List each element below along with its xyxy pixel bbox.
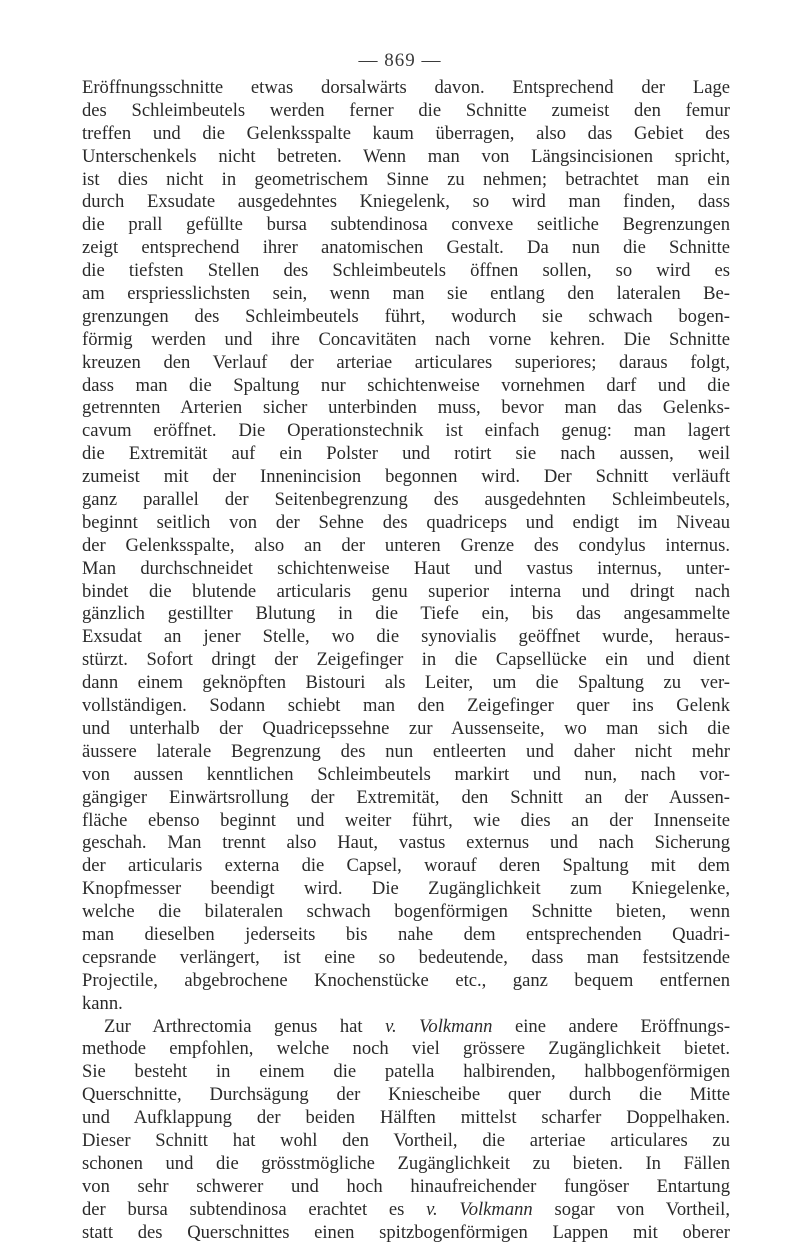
text-line: kann. [82,992,123,1014]
paragraph-2-line-9-start: der bursa subtendinosa erachtet es [82,1198,427,1220]
text-line: Querschnitte, Durchsägung der Kniescheibe quer durch die Mitte [82,1084,730,1106]
text-line: getrennten Arterien sicher unterbinden muss, bevor man das Gelenks- [82,397,730,419]
text-line: und Aufklappung der beiden Hälften mittelst scharfer Doppelhaken. [82,1107,730,1129]
text-line: methode empfohlen, welche noch viel grössere Zugänglichkeit bietet. [82,1038,730,1060]
text-line: bindet die blutende articularis genu superior interna und dringt nach [82,580,730,602]
text-line: äussere laterale Begrenzung des nun entleerten und daher nicht mehr [82,740,730,762]
text-line: stürzt. Sofort dringt der Zeigefinger in die Capsellücke ein und dient [82,649,730,671]
text-line: am erspriesslichsten sein, wenn man sie entlang den lateralen Be- [82,283,730,305]
text-line: von sehr schwerer und hoch hinaufreichender fungöser Entartung [82,1175,730,1197]
author-name: v. Volkmann [385,1015,493,1037]
text-line: förmig werden und ihre Concavitäten nach vorne kehren. Die Schnitte [82,328,730,350]
page-number: — 869 — [358,50,442,71]
paragraph-2-lines [82,1038,730,1198]
text-line: durch Exsudate ausgedehntes Kniegelenk, so wird man finden, dass [82,191,730,213]
text-line: des Schleimbeutels werden ferner die Schnitte zumeist den femur [82,99,730,121]
text-line: schonen und die grösstmögliche Zugänglichkeit zu bieten. In Fällen [82,1152,730,1174]
text-line: Projectile, abgebrochene Knochenstücke etc., ganz bequem entfernen [82,969,730,991]
text-line: zumeist mit der Innenincision begonnen wird. Der Schnitt verläuft [82,466,730,488]
text-line: treffen und die Gelenksspalte kaum überragen, also das Gebiet des [82,122,730,144]
text-line: Eröffnungsschnitte etwas dorsalwärts davon. Entsprechend der Lage [82,77,730,98]
text-line: man dieselben jederseits bis nahe dem entsprechenden Quadri- [82,923,730,945]
text-line: der articularis externa die Capsel, worauf deren Spaltung mit dem [82,855,730,877]
text-line: grenzungen des Schleimbeutels führt, wodurch sie schwach bogen- [82,305,730,327]
text-line: Unterschenkels nicht betreten. Wenn man von Längsincisionen spricht, [82,145,730,167]
text-line: Exsudat an jener Stelle, wo die synovialis geöffnet wurde, heraus- [82,626,730,648]
paragraph-2-line-1-rest: eine andere Eröffnungs- [492,1015,731,1037]
text-line: Sie besteht in einem die patella halbirenden, halbbogenförmigen [82,1061,730,1083]
text-line: vollständigen. Sodann schiebt man den Zeigefinger quer ins Gelenk [82,695,730,717]
text-line: der Gelenksspalte, also an der unteren Grenze des condylus internus. [82,534,730,556]
paragraph-2-line-1 [82,1016,730,1039]
text-line: beginnt seitlich von der Sehne des quadriceps und endigt im Niveau [82,511,730,533]
paragraph-1 [82,77,730,1016]
paragraph-2-lead: Zur Arthrectomia genus hat [104,1015,386,1037]
paragraph-2-line-9-rest: sogar von Vortheil, [532,1198,730,1220]
text-line: zeigt entsprechend ihrer anatomischen Gestalt. Da nun die Schnitte [82,237,730,259]
paragraph-2-last-line: statt des Querschnittes einen spitzbogenförmigen Lappen mit oberer [82,1221,730,1243]
text-line: gänzlich gestillter Blutung in die Tiefe ein, bis das angesammelte [82,603,730,625]
text-line: welche die bilateralen schwach bogenförmigen Schnitte bieten, wenn [82,901,730,923]
text-line: cepsrande verlängert, ist eine so bedeutende, dass man festsitzende [82,946,730,968]
text-line: Man durchschneidet schichtenweise Haut und vastus internus, unter- [82,557,730,579]
text-line: kreuzen den Verlauf der arteriae articulares superiores; daraus folgt, [82,351,730,373]
text-line: cavum eröffnet. Die Operationstechnik ist einfach genug: man lagert [82,420,730,442]
text-line: dass man die Spaltung nur schichtenweise vornehmen darf und die [82,374,730,396]
text-line: und unterhalb der Quadricepssehne zur Aussenseite, wo man sich die [82,717,730,739]
text-line: von aussen kenntlichen Schleimbeutels markirt und nun, nach vor- [82,763,730,785]
text-line: die Extremität auf ein Polster und rotirt sie nach aussen, weil [82,443,730,465]
text-line: die prall gefüllte bursa subtendinosa convexe seitliche Begrenzungen [82,214,730,236]
text-line: gängiger Einwärtsrollung der Extremität, den Schnitt an der Aussen- [82,786,730,808]
text-line: Knopfmesser beendigt wird. Die Zugänglichkeit zum Kniegelenke, [82,878,730,900]
body-text [82,77,730,1244]
text-line: Dieser Schnitt hat wohl den Vortheil, die arteriae articulares zu [82,1129,730,1151]
text-line: fläche ebenso beginnt und weiter führt, wie dies an der Innenseite [82,809,730,831]
text-line: die tiefsten Stellen des Schleimbeutels öffnen sollen, so wird es [82,260,730,282]
text-line: ganz parallel der Seitenbegrenzung des ausgedehnten Schleimbeutels, [82,489,730,511]
text-line: dann einem geknöpften Bistouri als Leiter, um die Spaltung zu ver- [82,672,730,694]
author-name: v. Volkmann [426,1198,533,1220]
text-line: geschah. Man trennt also Haut, vastus externus und nach Sicherung [82,832,730,854]
text-line: ist dies nicht in geometrischem Sinne zu nehmen; betrachtet man ein [82,168,730,190]
paragraph-2-line-9 [82,1199,730,1222]
paragraph-2 [82,1016,730,1245]
